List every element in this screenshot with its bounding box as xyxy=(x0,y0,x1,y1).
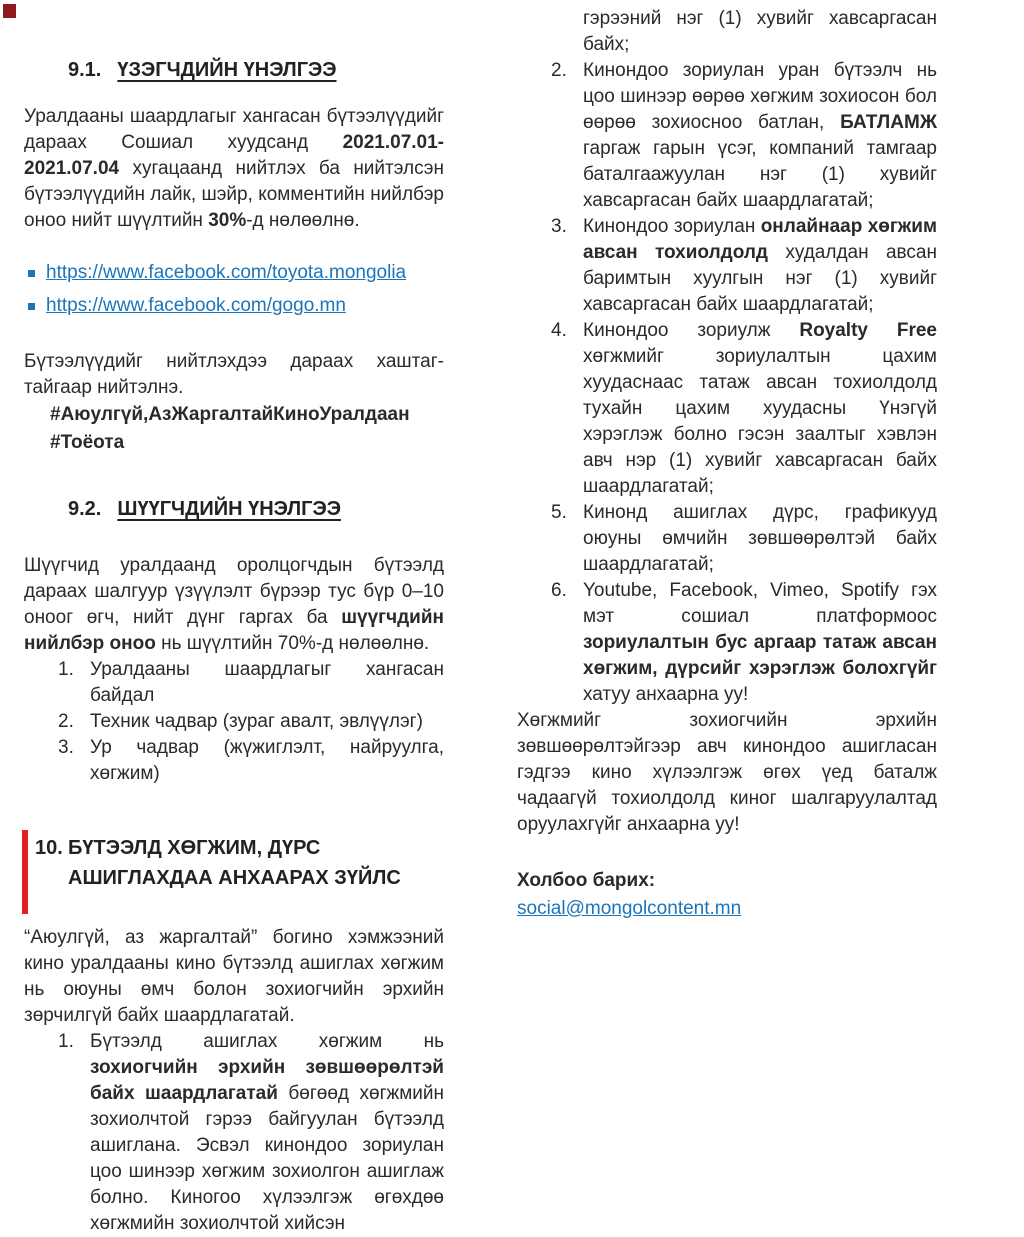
music-rule-item-3 xyxy=(517,214,937,318)
music-rule-item-1 xyxy=(24,1029,444,1237)
item-number: 2. xyxy=(551,60,567,81)
item-number: 1. xyxy=(58,1031,74,1052)
item-text: Кинондоо зориулан уран бүтээлч нь цоо шинээр өөрөө хөгжим зохиосон бол өөрөө зохиосноо батлан, БАТЛАМЖ гаргаж гарын үсэг, компаний тамгаар баталгаажуулан нэг (1) хувийг хавсаргасан байх шаардлагатай; xyxy=(583,60,937,211)
facebook-links-list xyxy=(24,260,444,319)
section-9-2-title: ШҮҮГЧДИЙН ҮНЭЛГЭЭ xyxy=(117,498,341,520)
item-number: 5. xyxy=(551,502,567,523)
item-text: Уралдааны шаардлагыг хангасан байдал xyxy=(90,659,444,706)
judges-scoring-paragraph: Шүүгчид уралдаанд оролцогчдын бүтээлд дараах шалгуур үзүүлэлт бүрээр тус бүр 0–10 оноог өгч, нийт дүнг гаргах ба шүүгчдийн нийлбэр оноо нь шүүлтийн 70%-д нөлөөлнө. xyxy=(24,555,444,654)
item-number: 4. xyxy=(551,320,567,341)
contact-label: Холбоо барих: xyxy=(517,870,656,891)
section-9-1-heading xyxy=(24,56,444,84)
item-text: Кинонд ашиглах дүрс, графикууд оюуны өмчийн зөвшөөрөлтэй байх шаардлагатай; xyxy=(583,502,937,575)
item-number: 6. xyxy=(551,580,567,601)
section-9-2-number: 9.2. xyxy=(68,498,102,520)
music-rule-item-6 xyxy=(517,578,937,708)
item-text: Ур чадвар (жүжиглэлт, найруулга, хөгжим) xyxy=(90,737,444,784)
list-item xyxy=(28,260,444,286)
item-number: 2. xyxy=(58,711,74,732)
item-text: Кинондоо зориулан онлайнаар хөгжим авсан тохиолдолд худалдан авсан баримтын хуулгын нэг (1) хувийг хавсаргасан байх шаардлагатай; xyxy=(583,216,937,315)
section-10-heading xyxy=(24,833,444,893)
section-9-1-number: 9.1. xyxy=(68,59,102,81)
music-rule-item-5 xyxy=(517,500,937,578)
bullet-square-icon xyxy=(28,270,35,277)
section-accent-bar xyxy=(22,830,28,914)
section-10-number: 10. xyxy=(35,837,63,859)
hashtag-line: #Аюулгүй,АзЖаргалтайКиноУралдаан xyxy=(50,404,410,425)
hashtags-block xyxy=(50,401,444,457)
criteria-item xyxy=(24,709,444,735)
audience-scoring-paragraph: Уралдааны шаардлагыг хангасан бүтээлүүдийг дараах Сошиал хуудсанд 2021.07.01-2021.07.04 хугацаанд нийтлэх ба нийтэлсэн бүтээлүүдийн лайк, шэйр, комментийн нийлбэр оноо нийт шүүлтийн 30%-д нөлөөлнө. xyxy=(24,106,444,231)
item-number: 3. xyxy=(551,216,567,237)
hashtag-line: #Тоёота xyxy=(50,432,125,453)
right-column xyxy=(517,0,937,922)
facebook-link-gogo[interactable]: https://www.facebook.com/gogo.mn xyxy=(46,295,346,316)
section-10-title-line2: АШИГЛАХДАА АНХААРАХ ЗҮЙЛС xyxy=(68,867,401,889)
contact-email-link[interactable]: social@mongolcontent.mn xyxy=(517,898,742,919)
item-number: 3. xyxy=(58,737,74,758)
facebook-link-toyota[interactable]: https://www.facebook.com/toyota.mongolia xyxy=(46,262,407,283)
music-rule-item-4 xyxy=(517,318,937,500)
contact-block xyxy=(517,868,937,922)
item-text: Бүтээлд ашиглах хөгжим нь зохиогчийн эрхийн зөвшөөрөлтэй байх шаардлагатай бөгөөд хөгжмийн зохиолчтой гэрээ байгуулан бүтээлд ашиглана. Эсвэл кинондоо зориулан цоо шинээр хөгжим зохиолгон ашиглаж болно. Киногоо хүлээлгэж өгөхдөө хөгжмийн зохиолчтой хийсэн xyxy=(90,1031,444,1234)
hashtag-intro-paragraph: Бүтээлүүдийг нийтлэхдээ дараах хаштаг-тайгаар нийтэлнэ. xyxy=(24,351,444,398)
item-number: 1. xyxy=(58,659,74,680)
section-9-1-title: ҮЗЭГЧДИЙН ҮНЭЛГЭЭ xyxy=(117,59,337,81)
item-text: Техник чадвар (зураг авалт, эвлүүлэг) xyxy=(90,711,423,732)
item-text: Кинондоо зориулж Royalty Free хөгжмийг зориулалтын цахим хуудаснаас татаж авсан тохиолдолд тухайн цахим хуудасны Үнэгүй хэрэглэж болно гэсэн заалтыг хэвлэн авч нэр (1) хувийг хавсаргасан байх шаардлагатай; xyxy=(583,320,937,497)
closing-note-paragraph: Хөгжмийг зохиогчийн эрхийн зөвшөөрөлтэйгээр авч кинондоо ашигласан гэдгээ кино хүлээлгэж өгөх үед баталж чадаагүй тохиолдолд киног шалгаруулалтад оруулахгүйг анхаарна уу! xyxy=(517,710,937,835)
item-text: Youtube, Facebook, Vimeo, Spotify гэх мэт сошиал платформоос зориулалтын бус аргаар татаж авсан хөгжим, дүрсийг хэрэглэж болохгүйг хатуу анхаарна уу! xyxy=(583,580,937,705)
music-rule-item-2 xyxy=(517,58,937,214)
left-column xyxy=(24,0,444,1237)
list-item xyxy=(28,293,444,319)
criteria-item xyxy=(24,657,444,709)
music-rule-item-1-continuation: гэрээний нэг (1) хувийг хавсаргасан байх; xyxy=(583,8,937,55)
bullet-square-icon xyxy=(28,303,35,310)
criteria-list xyxy=(24,657,444,787)
section-10-title-line1: БҮТЭЭЛД ХӨГЖИМ, ДҮРС xyxy=(68,837,321,859)
section-9-2-heading xyxy=(24,495,444,523)
criteria-item xyxy=(24,735,444,787)
section-10-intro-paragraph: “Аюулгүй, аз жаргалтай” богино хэмжээний кино уралдааны кино бүтээлд ашиглах хөгжим нь оюуны өмч болон зохиогчийн эрхийн зөрчилгүй байх шаардлагатай. xyxy=(24,927,444,1026)
corner-red-square-icon xyxy=(3,4,16,18)
